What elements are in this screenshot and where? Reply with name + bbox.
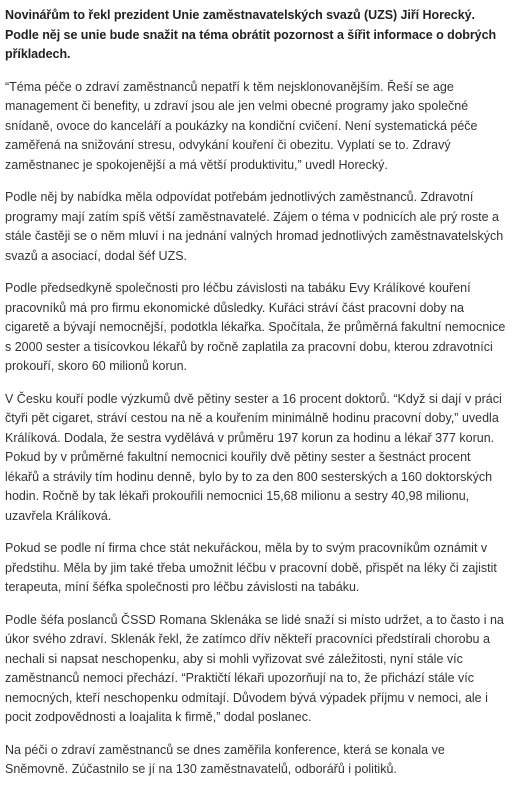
article-paragraph: Podle něj by nabídka měla odpovídat potřebám jednotlivých zaměstnanců. Zdravotní programy mají zatím spíš větší zaměstnavatelé. Zájem o téma v podnicích ale prý roste a stále častěji se o něm mluví i na jednání valných hromad jednotlivých zaměstnavatelských svazů a asociací, dodal šéf UZS. [5, 190, 504, 263]
article-paragraph: V Česku kouří podle výzkumů dvě pětiny sester a 16 procent doktorů. “Když si dají v práci čtyři pět cigaret, stráví cestou na ně a kouřením minimálně hodinu pracovní doby,” uvedla Králíková. Dodala, že sestra vydělává v průměru 197 korun za hodinu a lékař 377 korun. Pokud by v průměrné fakultní nemocnici kouřily dvě pětiny sester a šestnáct procent lékařů a strávily tím hodinu denně, bylo by to za den 800 sesterských a 160 doktorských hodin. Ročně by tak lékaři prokouřili nemocnici 15,68 milionu a sestry 40,98 milionu, uzavřela Králíková. [5, 391, 502, 523]
article-body [5, 6, 508, 780]
article-lead: Novinářům to řekl prezident Unie zaměstnavatelských svazů (UZS) Jiří Horecký. Podle něj se unie bude snažit na téma obrátit pozornost a šířit informace o dobrých příkladech. [5, 8, 497, 61]
article-paragraph: Podle šéfa poslanců ČSSD Romana Sklenáka se lidé snaží si místo udržet, a to často i na úkor svého zdraví. Sklenák řekl, že zatímco dřív někteří pracovníci předstírali chorobu a nechali si napsat neschopenku, aby si mohli vyřizovat své záležitosti, nyní stále víc zaměstnanců nemoci přechází. “Praktičtí lékaři upozorňují na to, že přichází stále víc nemocných, kteří neschopenku odmítají. Důvodem bývá výpadek příjmu v nemoci, ale i pocit zodpovědnosti a loajalita k firmě,” dodal poslanec. [5, 612, 504, 724]
article-paragraph: “Téma péče o zdraví zaměstnanců nepatří k těm nejsklonovanějším. Řeší se age management či benefity, u zdraví jsou ale jen velmi obecné programy jako společné snídaně, ovoce do kanceláří a poukázky na kondiční cvičení. Není systematická péče zaměřená na snižování stresu, odvykání kouření či obezitu. Vyplatí se to. Zdravý zaměstnanec je spokojenější a má větší produktivitu,” uvedl Horecký. [5, 79, 478, 172]
article-paragraph: Podle předsedkyně společnosti pro léčbu závislosti na tabáku Evy Králíkové kouření pracovníků má pro firmu ekonomické důsledky. Kuřáci stráví část pracovní doby na cigaretě a bývají nemocnější, podotkla lékařka. Spočítala, že průměrná fakultní nemocnice s 2000 sester a tisícovkou lékařů by ročně zaplatila za pracovní dobu, kterou zdravotníci prokouří, skoro 60 milionů korun. [5, 281, 506, 373]
article-paragraph: Na péči o zdraví zaměstnanců se dnes zaměřila konference, která se konala ve Sněmovně. Zúčastnilo se jí na 130 zaměstnavatelů, odborářů i politiků. [5, 742, 445, 776]
article-paragraph: Pokud se podle ní firma chce stát nekuřáckou, měla by to svým pracovníkům oznámit v předstihu. Měla by jim také třeba umožnit léčbu v pracovní době, přispět na léky či zajistit terapeuta, míní šéfka společnosti pro léčbu závislosti na tabáku. [5, 541, 497, 594]
